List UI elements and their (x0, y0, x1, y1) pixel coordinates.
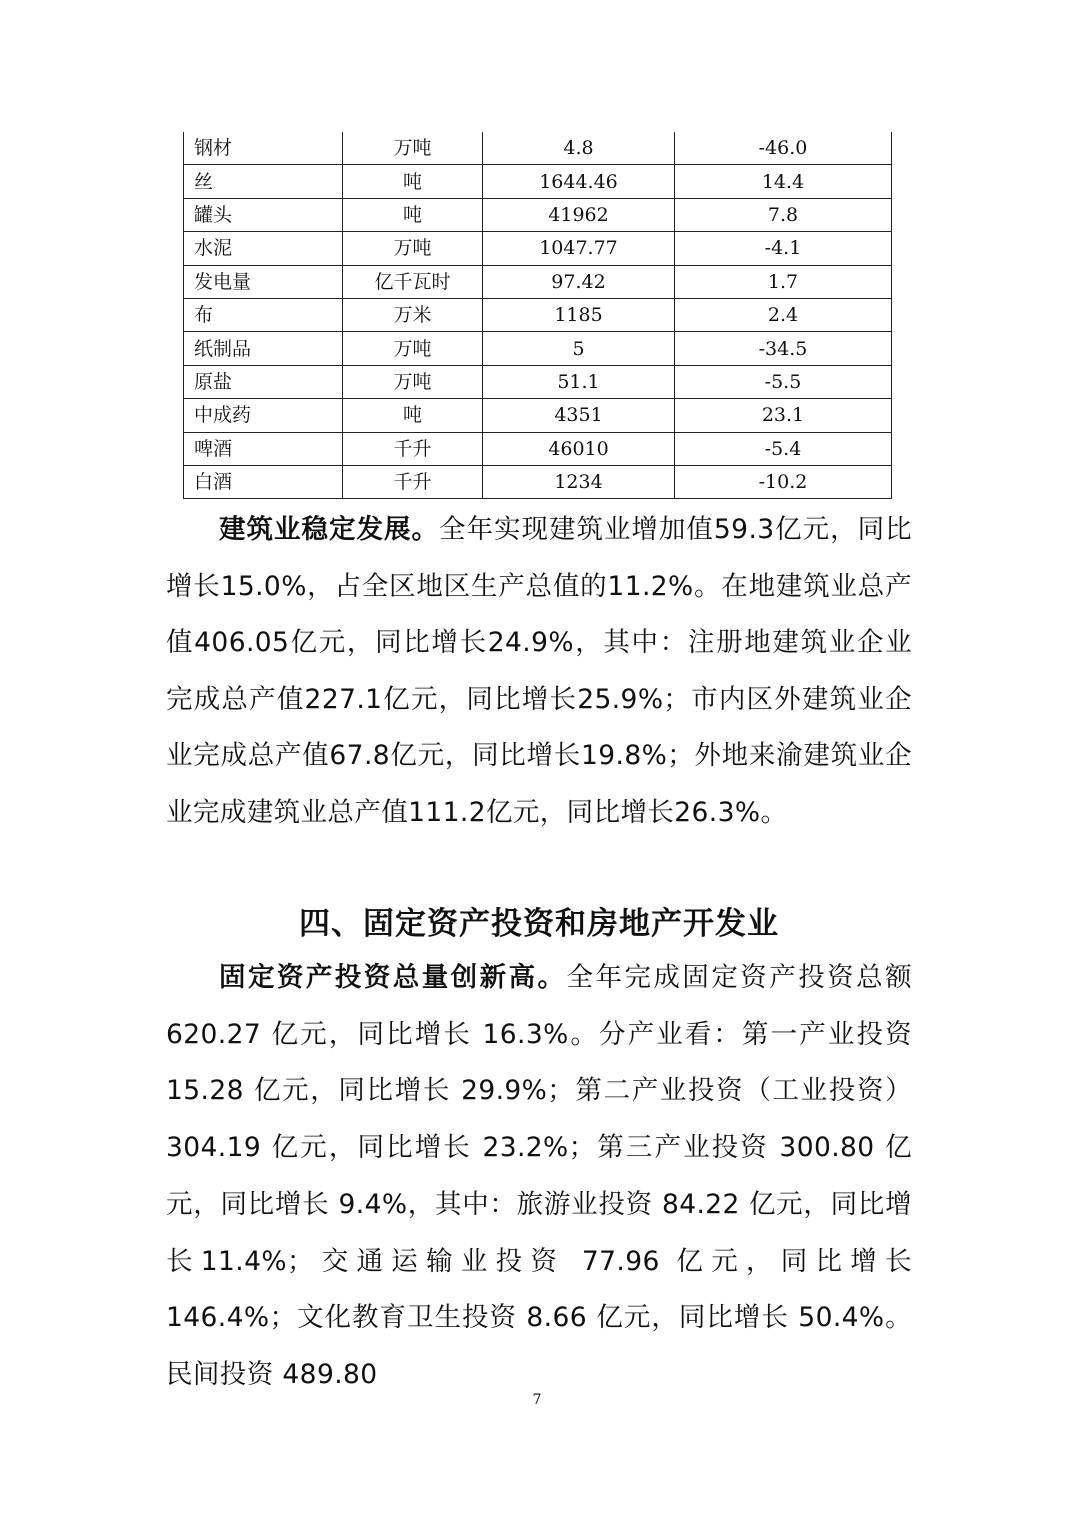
product-name-cell: 布 (184, 298, 343, 331)
output-value-cell: 1234 (483, 465, 675, 498)
product-name-cell: 啤酒 (184, 432, 343, 465)
growth-rate-cell: 14.4 (675, 165, 892, 198)
table-body (184, 132, 892, 499)
output-value-cell: 41962 (483, 198, 675, 231)
unit-cell: 万吨 (343, 365, 483, 398)
growth-rate-cell: -46.0 (675, 132, 892, 165)
unit-cell: 吨 (343, 399, 483, 432)
product-name-cell: 丝 (184, 165, 343, 198)
investment-lead: 固定资产投资总量创新高。 (219, 962, 567, 993)
unit-cell: 吨 (343, 165, 483, 198)
growth-rate-cell: 2.4 (675, 298, 892, 331)
output-value-cell: 1047.77 (483, 232, 675, 265)
product-name-cell: 罐头 (184, 198, 343, 231)
growth-rate-cell: -5.4 (675, 432, 892, 465)
section-heading: 四、固定资产投资和房地产开发业 (299, 906, 779, 942)
product-name-cell: 钢材 (184, 132, 343, 165)
table-row (184, 132, 892, 165)
output-value-cell: 1185 (483, 298, 675, 331)
growth-rate-cell: -34.5 (675, 332, 892, 365)
industrial-output-table (183, 132, 892, 499)
product-name-cell: 中成药 (184, 399, 343, 432)
output-value-cell: 51.1 (483, 365, 675, 398)
construction-body: 全年实现建筑业增加值59.3亿元，同比增长15.0%，占全区地区生产总值的11.2%。在地建筑业总产值406.05亿元，同比增长24.9%，其中：注册地建筑业企业完成总产值227.1亿元，同比增长25.9%；市内区外建筑业企业完成总产值67.8亿元，同比增长19.8%；外地来渝建筑业企业完成建筑业总产值111.2亿元，同比增长26.3%。 (166, 514, 912, 828)
growth-rate-cell: -5.5 (675, 365, 892, 398)
growth-rate-cell: 7.8 (675, 198, 892, 231)
product-name-cell: 水泥 (184, 232, 343, 265)
unit-cell: 万吨 (343, 332, 483, 365)
table-row (184, 365, 892, 398)
output-value-cell: 1644.46 (483, 165, 675, 198)
growth-rate-cell: 1.7 (675, 265, 892, 298)
growth-rate-cell: -10.2 (675, 465, 892, 498)
construction-paragraph (166, 502, 912, 841)
table-row (184, 165, 892, 198)
table-row (184, 399, 892, 432)
product-name-cell: 原盐 (184, 365, 343, 398)
output-value-cell: 97.42 (483, 265, 675, 298)
unit-cell: 千升 (343, 432, 483, 465)
unit-cell: 万米 (343, 298, 483, 331)
product-name-cell: 纸制品 (184, 332, 343, 365)
unit-cell: 千升 (343, 465, 483, 498)
investment-paragraph (166, 950, 912, 1404)
growth-rate-cell: 23.1 (675, 399, 892, 432)
output-value-cell: 4.8 (483, 132, 675, 165)
table-row (184, 232, 892, 265)
output-value-cell: 5 (483, 332, 675, 365)
product-name-cell: 发电量 (184, 265, 343, 298)
growth-rate-cell: -4.1 (675, 232, 892, 265)
unit-cell: 吨 (343, 198, 483, 231)
table-row (184, 198, 892, 231)
output-value-cell: 46010 (483, 432, 675, 465)
table-row (184, 332, 892, 365)
page-number: 7 (532, 1392, 542, 1408)
construction-lead: 建筑业稳定发展。 (219, 514, 439, 545)
unit-cell: 万吨 (343, 132, 483, 165)
product-name-cell: 白酒 (184, 465, 343, 498)
table-row (184, 265, 892, 298)
table-row (184, 465, 892, 498)
table-row (184, 298, 892, 331)
table-row (184, 432, 892, 465)
unit-cell: 亿千瓦时 (343, 265, 483, 298)
investment-body: 全年完成固定资产投资总额620.27 亿元，同比增长 16.3%。分产业看：第一产业投资15.28 亿元，同比增长 29.9%；第二产业投资（工业投资）304.19 亿元，同比增长 23.2%；第三产业投资 300.80 亿元，同比增长 9.4%，其中：旅游业投资 84.22 亿元，同比增长11.4%；交通运输业投资 77.96 亿元，同比增长 146.4%；文化教育卫生投资 8.66 亿元，同比增长 50.4%。民间投资 489.80 (166, 962, 912, 1390)
unit-cell: 万吨 (343, 232, 483, 265)
output-value-cell: 4351 (483, 399, 675, 432)
